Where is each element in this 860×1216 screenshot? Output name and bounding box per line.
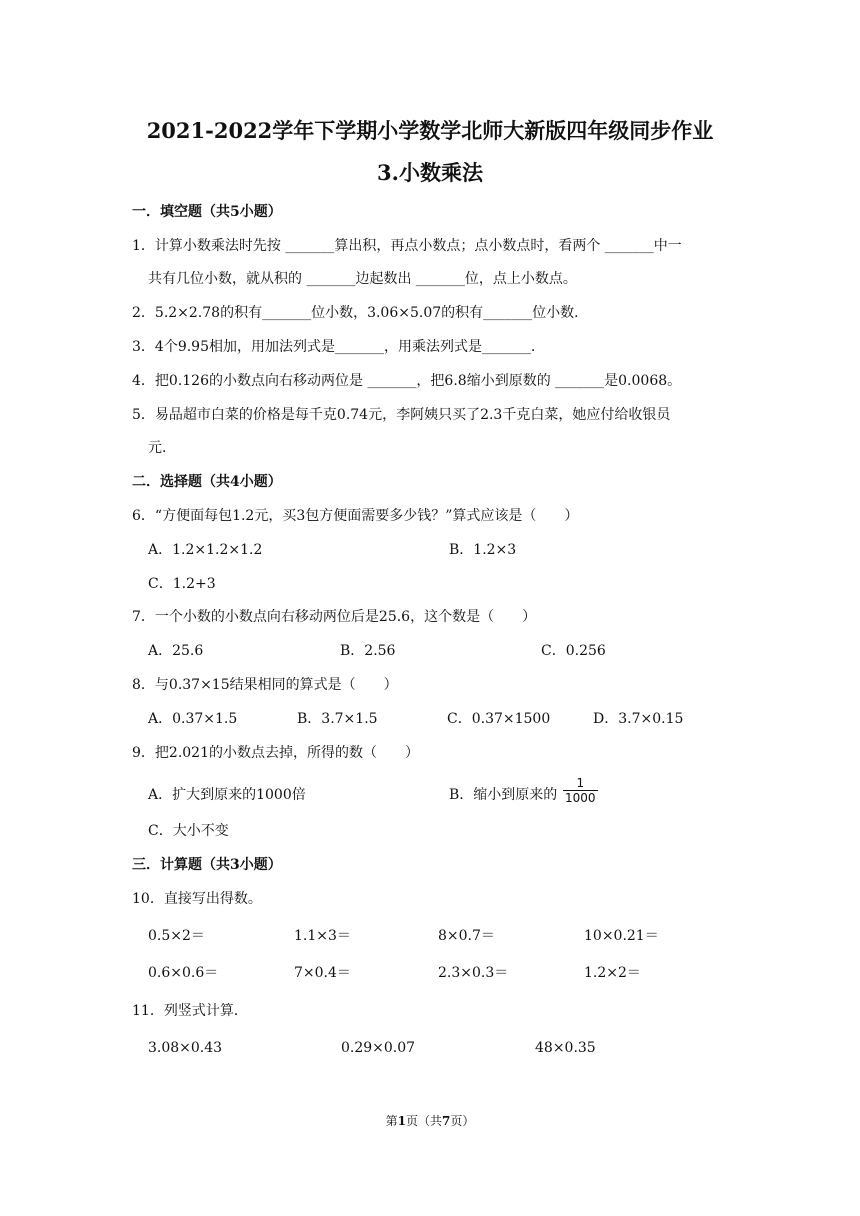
section-heading-calculation: 三．计算题（共3小题） bbox=[132, 857, 282, 873]
question-11-stem: 11．列竖式计算． bbox=[132, 1003, 248, 1019]
question-6-option-b: B．1.2×3 bbox=[449, 542, 517, 558]
question-9-option-c: C．大小不变 bbox=[148, 823, 229, 839]
question-9-stem: 9．把2.021的小数点去掉，所得的数（ ） bbox=[132, 745, 419, 761]
question-9-option-b: B．缩小到原来的 bbox=[449, 787, 558, 803]
page-title-line2: 3.小数乘法 bbox=[377, 160, 483, 185]
section-heading-choice: 二．选择题（共4小题） bbox=[132, 474, 282, 490]
footer-prefix: 第 bbox=[385, 1114, 398, 1128]
question-6-option-a: A．1.2×1.2×1.2 bbox=[148, 542, 263, 558]
question-10-item: 1.2×2＝ bbox=[584, 965, 641, 981]
question-3: 3．4个9.95相加，用加法列式是_______，用乘法列式是_______． bbox=[132, 339, 545, 355]
question-9-fraction bbox=[563, 776, 598, 805]
question-9-option-a: A．扩大到原来的1000倍 bbox=[148, 787, 306, 803]
question-7-option-c: C．0.256 bbox=[541, 643, 606, 659]
question-7-stem: 7．一个小数的小数点向右移动两位后是25.6，这个数是（ ） bbox=[132, 609, 537, 625]
question-2: 2．5.2×2.78的积有_______位小数，3.06×5.07的积有_______位小数． bbox=[132, 305, 589, 321]
question-10-item: 7×0.4＝ bbox=[294, 965, 351, 981]
question-5-line1: 5．易品超市白菜的价格是每千克0.74元，李阿姨只买了2.3千克白菜，她应付给收银员 bbox=[132, 407, 671, 423]
footer-mid: 页（共 bbox=[405, 1114, 442, 1128]
question-11-item: 3.08×0.43 bbox=[148, 1040, 223, 1056]
fraction-denominator: 1000 bbox=[565, 791, 596, 805]
question-5-line2: 元． bbox=[148, 440, 176, 456]
question-7-option-a: A．25.6 bbox=[148, 643, 204, 659]
question-11-item: 48×0.35 bbox=[535, 1040, 596, 1056]
question-1-line1: 1．计算小数乘法时先按 _______算出积，再点小数点；点小数点时，看两个 _______中一 bbox=[132, 238, 682, 254]
question-1-line2: 共有几位小数，就从积的 _______边起数出 _______位，点上小数点。 bbox=[148, 271, 577, 287]
question-8-stem: 8．与0.37×15结果相同的算式是（ ） bbox=[132, 677, 398, 693]
question-8-option-c: C．0.37×1500 bbox=[447, 711, 551, 727]
section-heading-fill-blank: 一．填空题（共5小题） bbox=[132, 204, 282, 220]
footer-page-number: 1 bbox=[397, 1114, 406, 1128]
page-footer bbox=[0, 1112, 860, 1129]
question-10-item: 0.6×0.6＝ bbox=[148, 965, 219, 981]
question-10-item: 0.5×2＝ bbox=[148, 928, 205, 944]
question-11-item: 0.29×0.07 bbox=[341, 1040, 416, 1056]
question-4: 4．把0.126的小数点向右移动两位是 _______，把6.8缩小到原数的 _______是0.0068。 bbox=[132, 373, 682, 389]
question-8-option-d: D．3.7×0.15 bbox=[593, 711, 684, 727]
question-8-option-a: A．0.37×1.5 bbox=[148, 711, 238, 727]
question-7-option-b: B．2.56 bbox=[340, 643, 396, 659]
question-10-stem: 10．直接写出得数。 bbox=[132, 891, 262, 907]
fraction-numerator: 1 bbox=[576, 776, 585, 790]
footer-suffix: 页） bbox=[450, 1114, 475, 1128]
question-10-item: 10×0.21＝ bbox=[584, 928, 659, 944]
question-10-item: 8×0.7＝ bbox=[438, 928, 495, 944]
question-10-item: 2.3×0.3＝ bbox=[438, 965, 509, 981]
question-8-option-b: B．3.7×1.5 bbox=[297, 711, 378, 727]
footer-total-pages: 7 bbox=[442, 1114, 451, 1128]
question-6-option-c: C．1.2+3 bbox=[148, 576, 216, 592]
question-6-stem: 6．“方便面每包1.2元，买3包方便面需要多少钱？”算式应该是（ ） bbox=[132, 508, 579, 524]
question-10-item: 1.1×3＝ bbox=[294, 928, 351, 944]
page-title-line1: 2021-2022学年下学期小学数学北师大新版四年级同步作业 bbox=[146, 118, 714, 143]
